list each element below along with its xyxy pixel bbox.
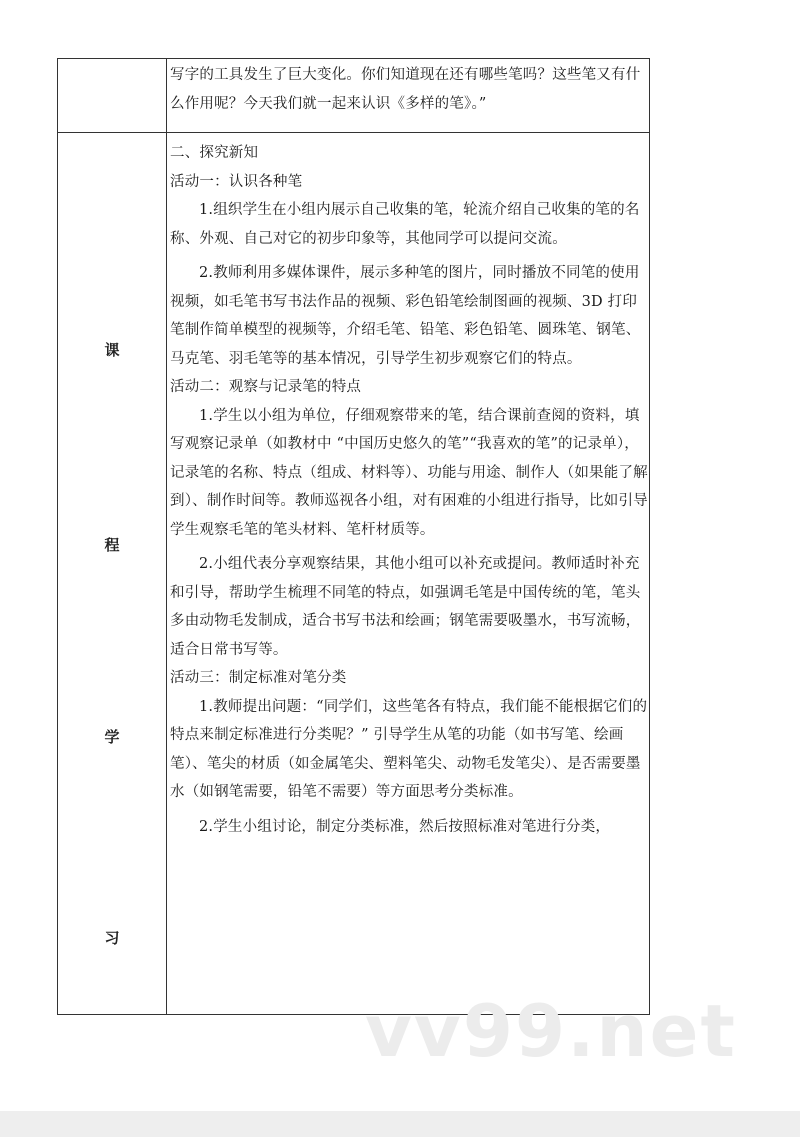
- activity1-paragraph-1: 1.组织学生在小组内展示自己收集的笔，轮流介绍自己收集的笔的名称、外观、自己对它的初步印象等，其他同学可以提问交流。: [170, 202, 640, 247]
- activity2-paragraph-2: 2.小组代表分享观察结果，其他小组可以补充或提问。教师适时补充和引导，帮助学生梳理不同笔的特点，如强调毛笔是中国传统的笔，笔头多由动物毛发制成，适合书写书法和绘画；钢笔需要吸墨水，书写流畅，适合日常书写等。: [170, 556, 641, 658]
- activity1-paragraph-2: 2.教师利用多媒体课件，展示多种笔的图片，同时播放不同笔的使用视频，如毛笔书写书法作品的视频、彩色铅笔绘制图画的视频、3D 打印笔制作简单模型的视频等，介绍毛笔、铅笔、彩色铅笔、圆珠笔、钢笔、马克笔、羽毛笔等的基本情况，引导学生初步观察它们的特点。: [170, 265, 641, 367]
- activity3-title: 活动三：制定标准对笔分类: [170, 670, 347, 686]
- label-char-xue: 学: [104, 728, 120, 746]
- section-title: 二、探究新知: [170, 145, 259, 161]
- viewer-bottom-bar: [0, 1111, 800, 1137]
- activities-cell: [170, 139, 648, 841]
- column-divider: [166, 59, 167, 1014]
- row-divider: [58, 132, 649, 133]
- intro-paragraph: 写字的工具发生了巨大变化。你们知道现在还有哪些笔吗？这些笔又有什么作用呢？今天我们就一起来认识《多样的笔》。”: [170, 67, 641, 112]
- activity2-title: 活动二：观察与记录笔的特点: [170, 379, 362, 395]
- label-char-cheng: 程: [104, 536, 120, 554]
- site-watermark: vv99.net: [365, 989, 737, 1073]
- activity1-title: 活动一：认识各种笔: [170, 173, 303, 190]
- activity3-paragraph-1: 1.教师提出问题：“同学们，这些笔各有特点，我们能不能根据它们的特点来制定标准进行分类呢？” 引导学生从笔的功能（如书写笔、绘画笔）、笔尖的材质（如金属笔尖、塑料笔尖、动物毛发笔尖）、是否需要墨水（如钢笔需要，铅笔不需要）等方面思考分类标准。: [170, 698, 648, 800]
- label-char-xi: 习: [104, 929, 120, 947]
- intro-cell: [170, 61, 648, 118]
- lesson-plan-table: [57, 58, 650, 1015]
- activity2-paragraph-1: 1.学生以小组为单位，仔细观察带来的笔，结合课前查阅的资料，填写观察记录单（如教材中 “中国历史悠久的笔”“我喜欢的笔”的记录单），记录笔的名称、特点（组成、材料等）、功能与用途、制作人（如果能了解到）、制作时间等。教师巡视各小组，对有困难的小组进行指导，比如引导学生观察毛笔的笔头材料、笔杆材质等。: [170, 407, 648, 538]
- activity3-paragraph-2: 2.学生小组讨论，制定分类标准，然后按照标准对笔进行分类，: [199, 818, 611, 835]
- label-char-ke: 课: [104, 341, 120, 359]
